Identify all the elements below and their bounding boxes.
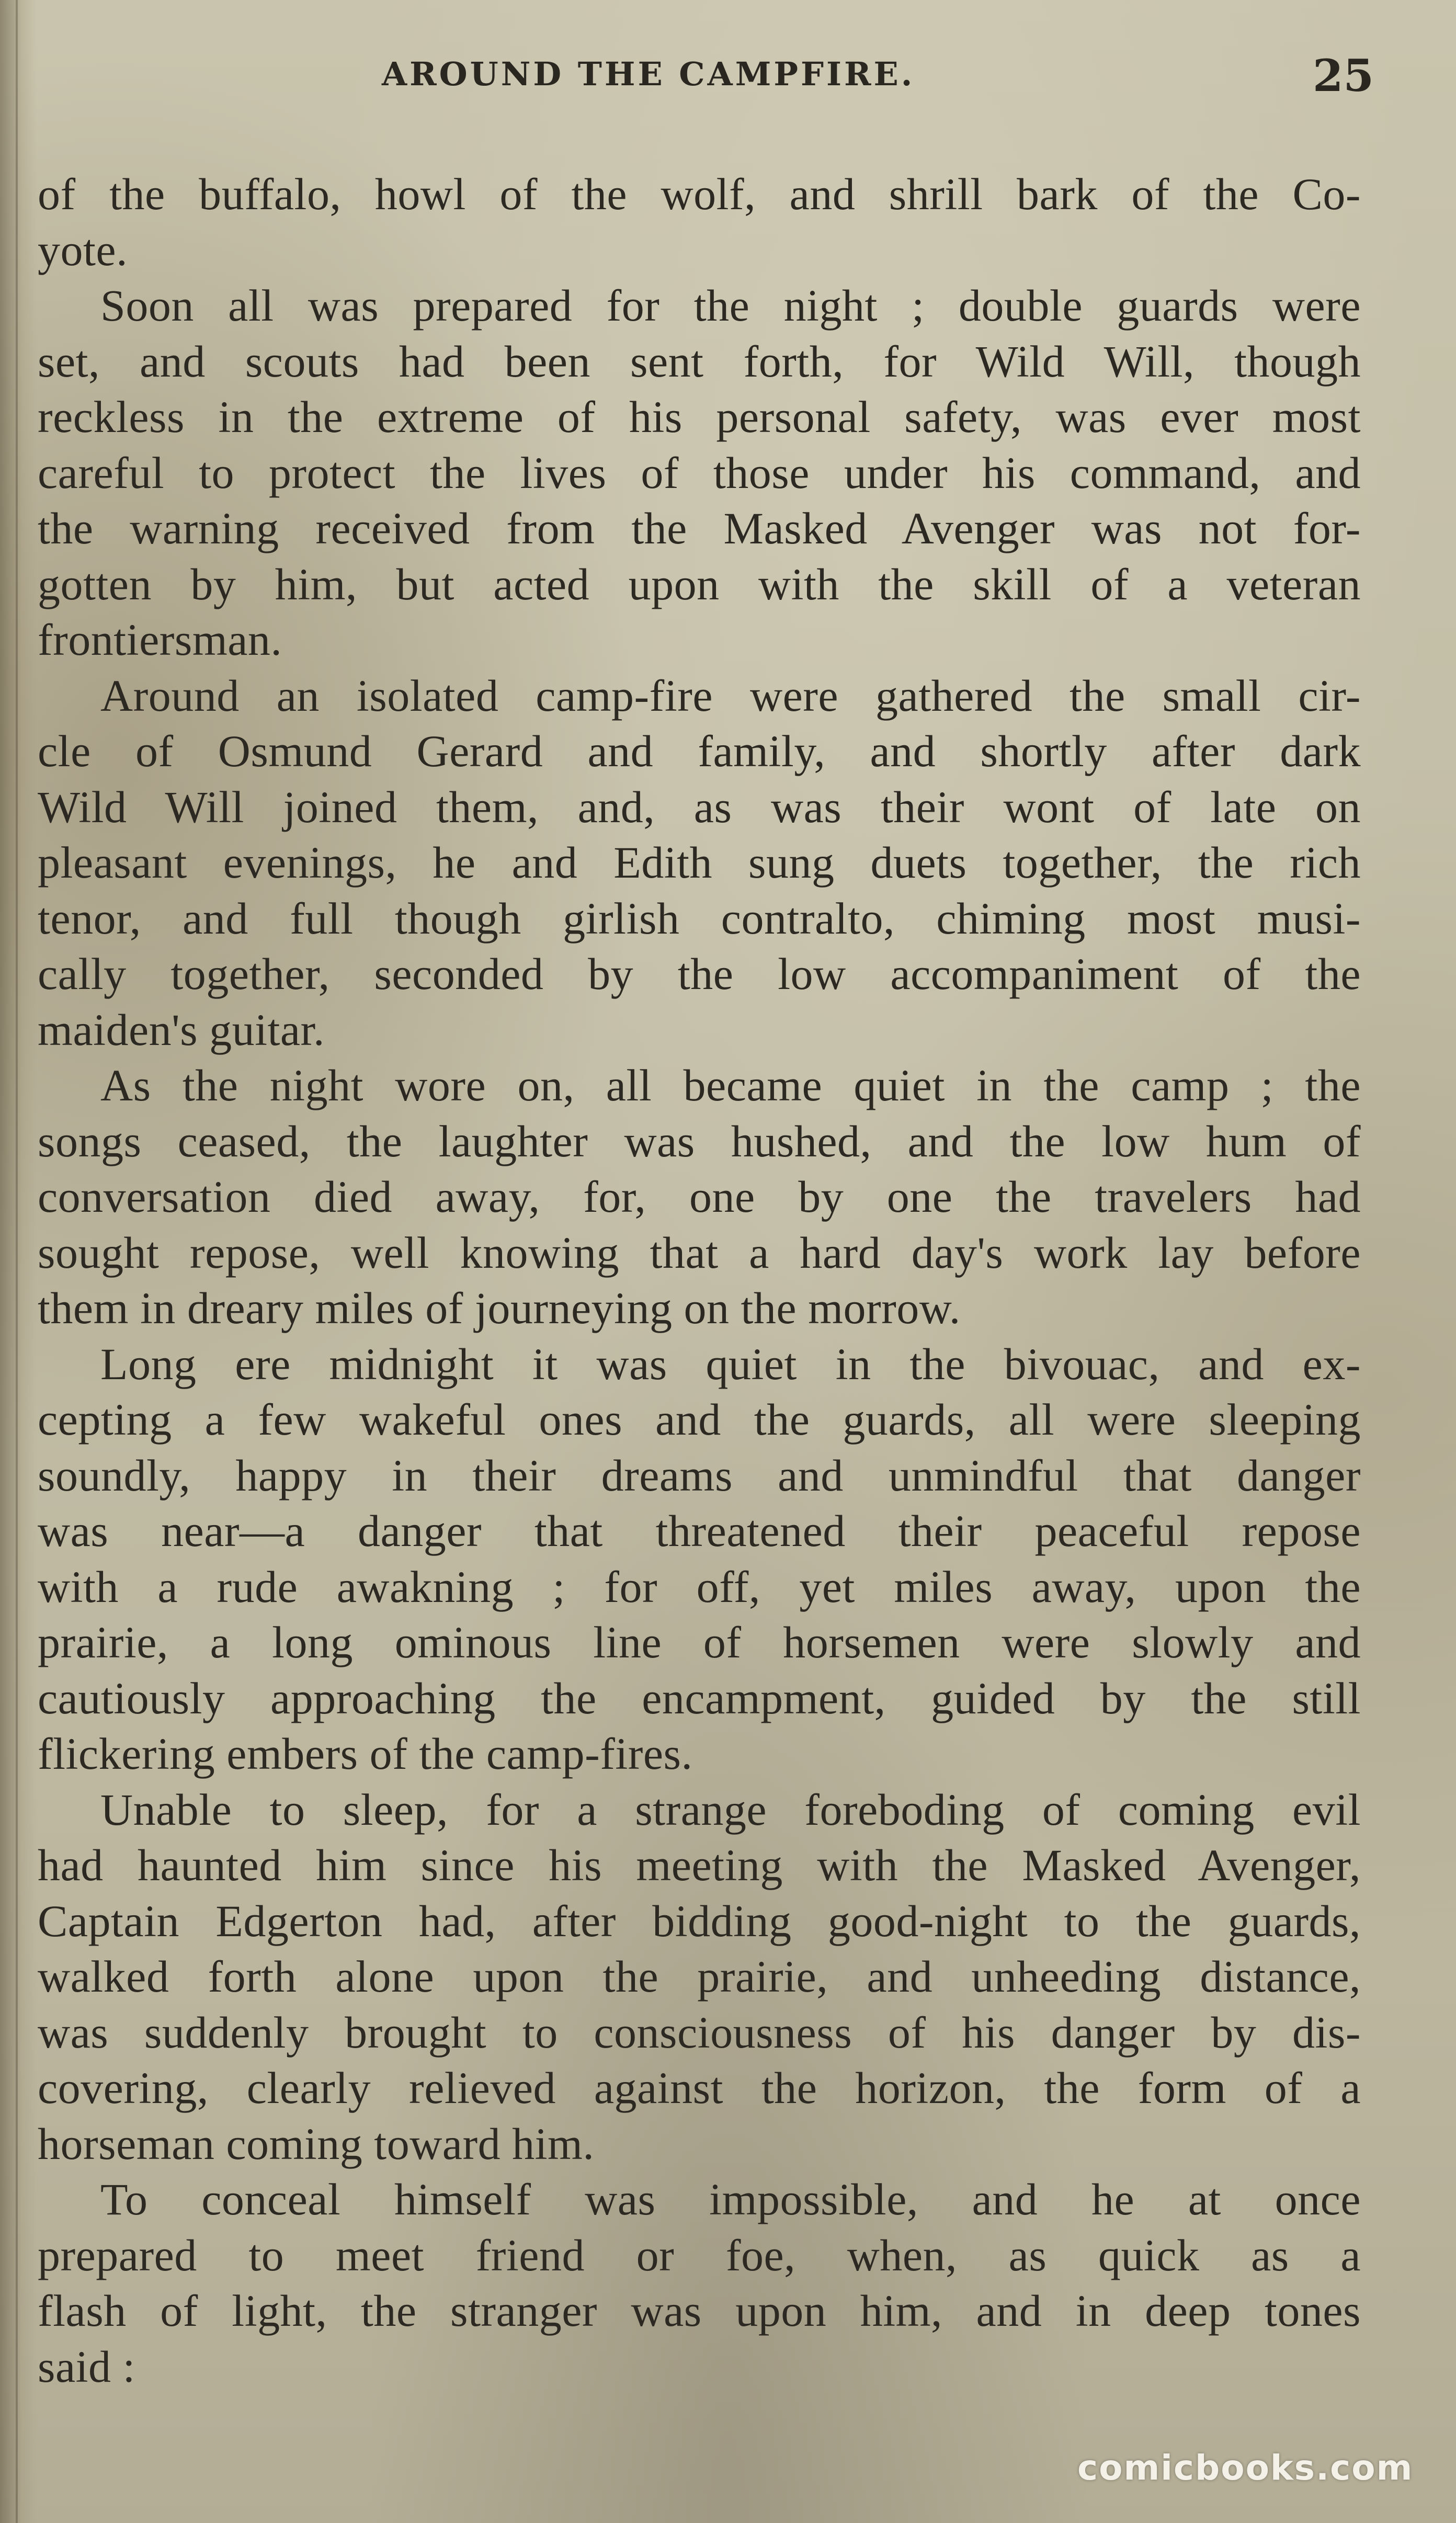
text-line: cepting a few wakeful ones and the guards, all were sleeping [38, 1394, 1361, 1445]
page-number: 25 [1313, 50, 1374, 101]
text-line: maiden's guitar. [38, 1004, 325, 1055]
text-line: of the buffalo, howl of the wolf, and shrill bark of the Co- [38, 169, 1361, 219]
text-line: reckless in the extreme of his personal safety, was ever most [38, 392, 1361, 442]
text-line: tenor, and full though girlish contralto, chiming most musi- [38, 893, 1361, 944]
text-line: prepared to meet friend or foe, when, as quick as a [38, 2230, 1361, 2280]
text-line: flickering embers of the camp-fires. [38, 1729, 693, 1779]
text-line: Captain Edgerton had, after bidding good-night to the guards, [38, 1895, 1361, 1946]
text-line: Around an isolated camp-fire were gathered the small cir- [100, 670, 1361, 721]
text-line: horseman coming toward him. [38, 2118, 595, 2169]
text-line: pleasant evenings, he and Edith sung duets together, the rich [38, 837, 1361, 888]
text-line: Wild Will joined them, and, as was their wont of late on [38, 781, 1361, 832]
text-line: them in dreary miles of journeying on the morrow. [38, 1283, 961, 1333]
text-line: said : [38, 2341, 135, 2392]
text-line: cle of Osmund Gerard and family, and shortly after dark [38, 726, 1361, 776]
text-line: songs ceased, the laughter was hushed, and the low hum of [38, 1116, 1361, 1166]
text-line: walked forth alone upon the prairie, and unheeding distance, [38, 1951, 1361, 2002]
text-line: soundly, happy in their dreams and unmindful that danger [38, 1450, 1361, 1501]
text-line: Unable to sleep, for a strange foreboding of coming evil [100, 1784, 1361, 1835]
text-line: flash of light, the stranger was upon him, and in deep tones [38, 2286, 1361, 2336]
text-line: Long ere midnight it was quiet in the bivouac, and ex- [100, 1338, 1361, 1389]
text-line: was suddenly brought to consciousness of his danger by dis- [38, 2007, 1361, 2058]
text-line: As the night wore on, all became quiet in the camp ; the [100, 1060, 1361, 1110]
text-line: covering, clearly relieved against the horizon, the form of a [38, 2063, 1361, 2113]
page-edge-shadow [16, 0, 18, 2523]
page-binding-edge [0, 0, 37, 2523]
text-line: Soon all was prepared for the night ; double guards were [100, 280, 1361, 331]
text-line: yote. [38, 224, 128, 275]
text-line: the warning received from the Masked Avenger was not for- [38, 503, 1361, 553]
text-line: conversation died away, for, one by one the travelers had [38, 1172, 1361, 1222]
text-line: was near—a danger that threatened their peaceful repose [38, 1506, 1361, 1556]
running-header [0, 50, 1456, 107]
running-title: AROUND THE CAMPFIRE. [382, 55, 915, 93]
text-line: cautiously approaching the encampment, guided by the still [38, 1673, 1361, 1723]
text-line: with a rude awakning ; for off, yet miles away, upon the [38, 1561, 1361, 1612]
text-line: frontiersman. [38, 615, 282, 665]
text-line: cally together, seconded by the low accompaniment of the [38, 949, 1361, 999]
text-line: To conceal himself was impossible, and he at once [100, 2174, 1361, 2224]
text-line: set, and scouts had been sent forth, for Wild Will, though [38, 336, 1361, 387]
body-text [38, 166, 1361, 2394]
text-line: gotten by him, but acted upon with the skill of a veteran [38, 559, 1361, 609]
text-line: had haunted him since his meeting with the Masked Avenger, [38, 1840, 1361, 1890]
text-line: prairie, a long ominous line of horsemen were slowly and [38, 1617, 1361, 1667]
watermark: comicbooks.com [1077, 2448, 1414, 2488]
text-line: careful to protect the lives of those under his command, and [38, 447, 1361, 498]
text-line: sought repose, well knowing that a hard day's work lay before [38, 1227, 1361, 1278]
